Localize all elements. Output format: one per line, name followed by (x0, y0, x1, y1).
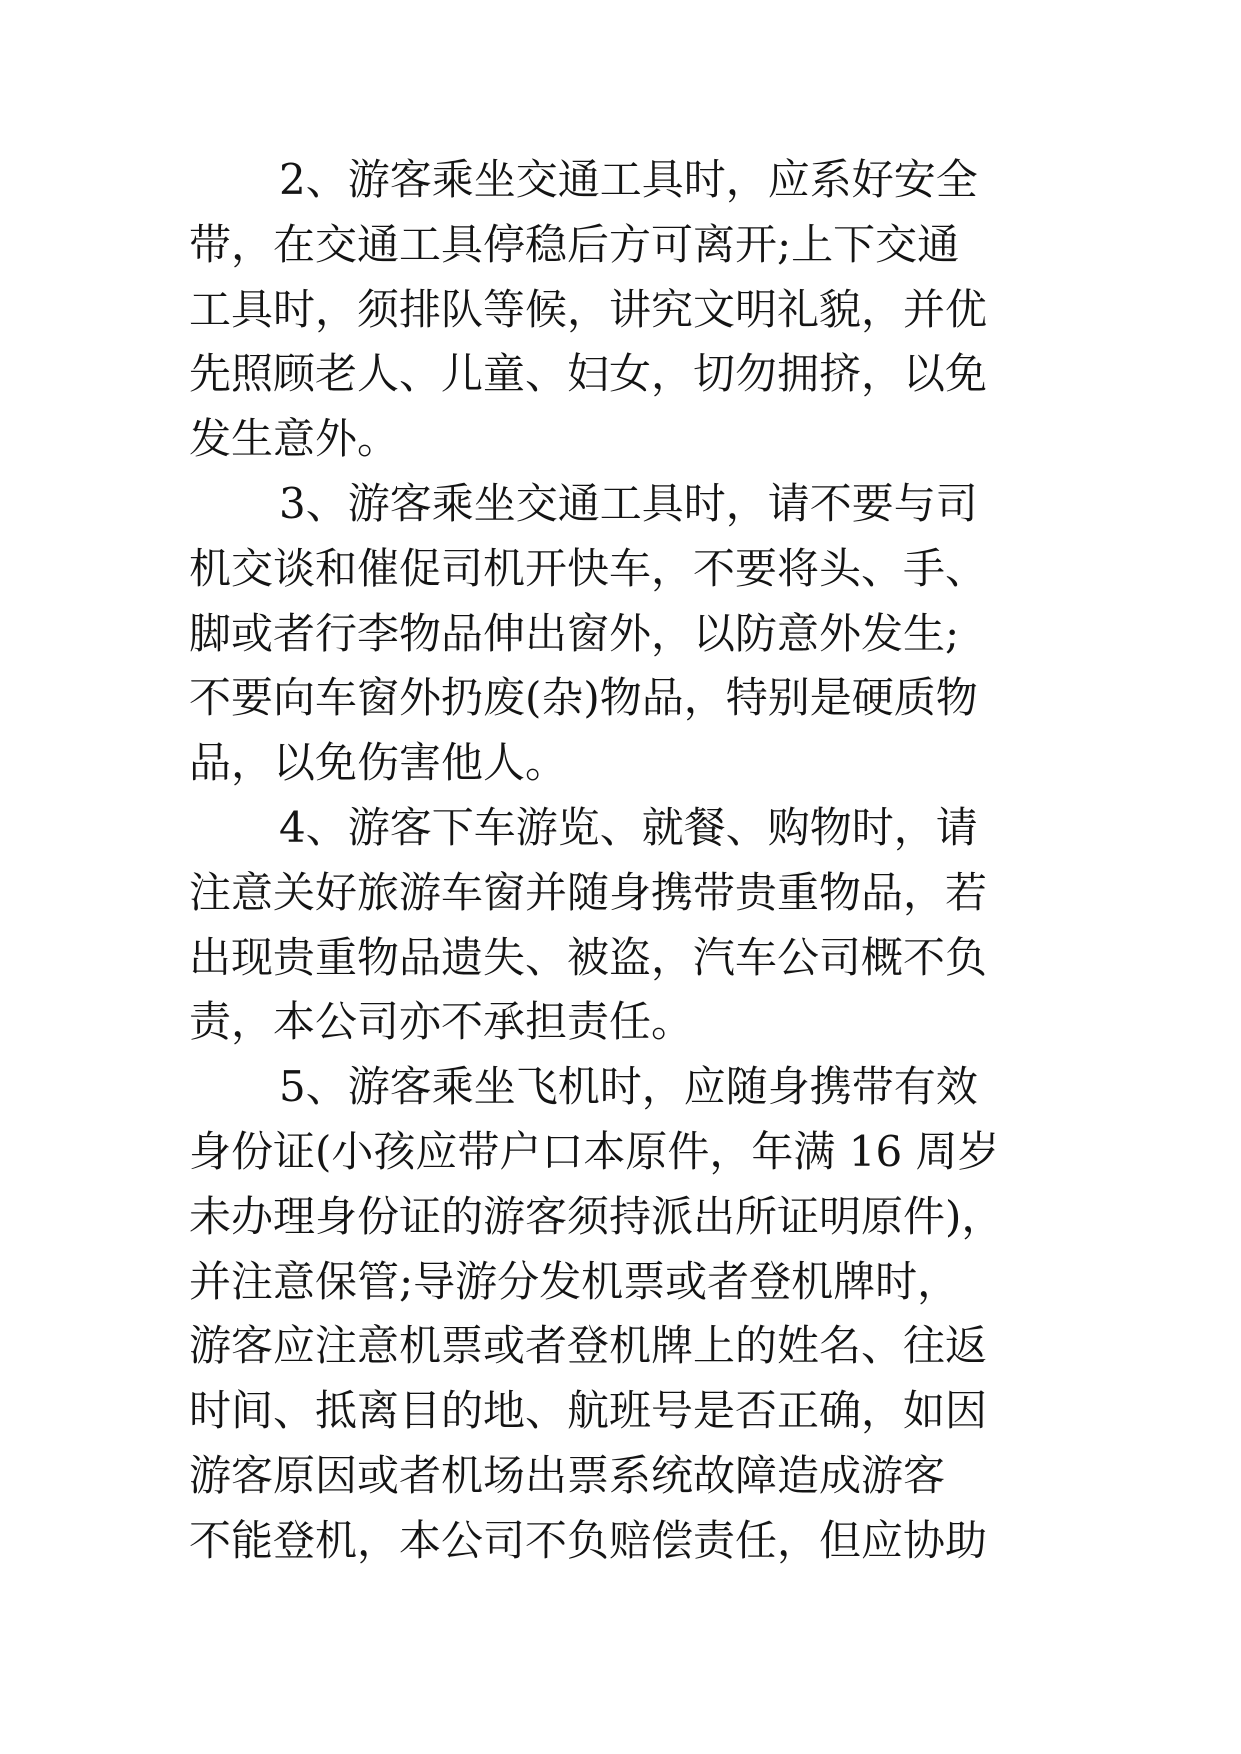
text-line: 身份证(小孩应带户口本原件，年满 16 周岁 (189, 1126, 1000, 1176)
text-line: 5、游客乘坐飞机时，应随身携带有效 (279, 1062, 978, 1112)
text-line: 不要向车窗外扔废(杂)物品，特别是硬质物 (189, 673, 978, 723)
text-line: 3、游客乘坐交通工具时，请不要与司 (279, 478, 978, 528)
text-line: 未办理身份证的游客须持派出所证明原件)， (189, 1191, 1004, 1241)
document-body (189, 148, 1109, 1574)
text-line: 品，以免伤害他人。 (189, 738, 568, 788)
text-line: 游客应注意机票或者登机牌上的姓名、往返 (189, 1321, 988, 1371)
text-line: 注意关好旅游车窗并随身携带贵重物品，若 (189, 867, 988, 917)
text-line: 时间、抵离目的地、航班号是否正确，如因 (189, 1386, 988, 1436)
text-line: 4、游客下车游览、就餐、购物时，请 (279, 802, 978, 852)
text-line: 游客原因或者机场出票系统故障造成游客 (189, 1450, 946, 1500)
text-line: 脚或者行李物品伸出窗外，以防意外发生; (189, 608, 960, 658)
text-line: 先照顾老人、儿童、妇女，切勿拥挤，以免 (189, 349, 988, 399)
text-line: 带，在交通工具停稳后方可离开;上下交通 (189, 219, 960, 269)
text-line: 工具时，须排队等候，讲究文明礼貌，并优 (189, 284, 988, 334)
text-line: 出现贵重物品遗失、被盗，汽车公司概不负 (189, 932, 988, 982)
paragraph-2 (189, 148, 1109, 472)
text-line: 并注意保管;导游分发机票或者登机牌时， (189, 1256, 960, 1306)
paragraph-5 (189, 1055, 1109, 1573)
text-line: 机交谈和催促司机开快车，不要将头、手、 (189, 543, 988, 593)
text-line: 2、游客乘坐交通工具时，应系好安全 (279, 155, 978, 204)
text-line: 不能登机，本公司不负赔偿责任，但应协助 (189, 1515, 988, 1565)
paragraph-4 (189, 796, 1109, 1055)
text-line: 责，本公司亦不承担责任。 (189, 997, 694, 1047)
paragraph-3 (189, 472, 1109, 796)
text-line: 发生意外。 (189, 414, 400, 464)
